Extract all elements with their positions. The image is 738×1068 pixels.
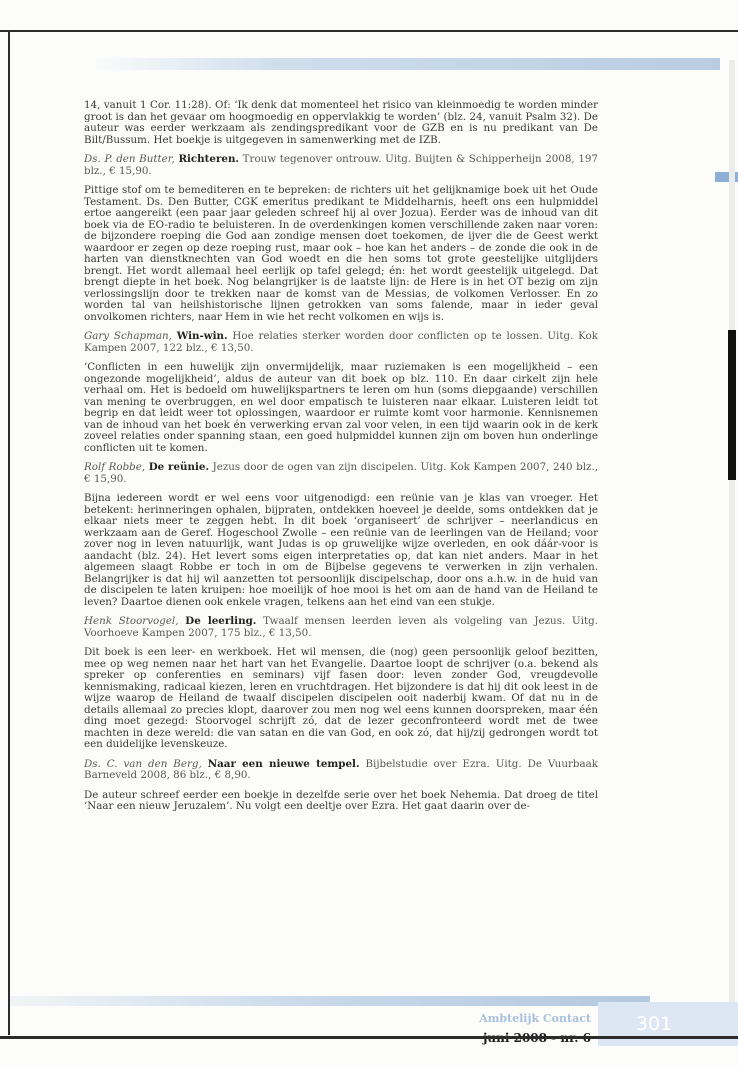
scan-edge-dark <box>728 330 736 480</box>
top-border <box>0 30 738 32</box>
paragraph-body: Pittige stof om te bemediteren en te bepreken: de richters uit het gelijknamige boek uit het Oude Testament. Ds. Den Butter, CGK emeritus predikant te Middelharnis, heeft ons een hulpmiddel ertoe aangereikt (een paar jaar geleden schreef hij al over Jozua). Eerder was de inhoud van dit boek via de EO-radio te beluisteren. In de overdenkingen komen verschillende zaken naar voren: de bijzondere roeping die God aan zondige mensen doet toekomen, de ijver die de Geest werkt waardoor er zegen op deze roeping rust, maar ook – hoe kan het anders – de zonde die ook in de harten van dienstknechten van God woedt en die hen soms tot grote geestelijke uitglijders brengt. Het wordt allemaal heel eerlijk op tafel gelegd; én: het wordt geestelijk uitgelegd. Dat brengt diepte in het boek. Nog belangrijker is de laatste lijn: de Here is in het OT bezig om zijn verlossingslijn door te trekken naar de komst van de Messias, de volkomen Verlosser. En zo worden tal van heilshistorische lijnen getrokken van soms falende, maar in ieder geval onvolkomen richters, naar Hem in wie het recht volkomen en wijs is. <box>84 184 598 323</box>
article-body <box>84 100 598 821</box>
paragraph-body: Dit boek is een leer- en werkboek. Het wil mensen, die (nog) geen persoonlijk geloof bezitten, mee op weg nemen naar het hart van het Evangelie. Daartoe loopt de schrijver (o.a. bekend als spreker op conferenties en seminars) vijf fasen door: leven zonder God, vreugdevolle kennismaking, radicaal kiezen, leren en vruchtdragen. Het bijzondere is dat hij dit ook leest in de wijze waarop de Heiland de twaalf discipelen discipelen ooit naderbij kwam. Of dat nu in de details allemaal zo precies klopt, daarover zou men nog wel eens kunnen doorspreken, maar één ding moet gezegd: Stoorvogel schrijft zó, dat de lezer geconfronteerd wordt met de twee machten in deze wereld: die van satan en die van God, en ook zó, dat hij/zij gedrongen wordt tot een duidelijke levenskeuze. <box>84 646 598 750</box>
book-reference <box>84 331 598 354</box>
book-details: Jezus door de ogen van zijn discipelen. Uitg. Kok Kampen 2007, 240 blz., € 15,90. <box>84 461 599 485</box>
book-details: Bijbelstudie over Ezra. Uitg. De Vuurbaak Barneveld 2008, 86 blz., € 8,90. <box>84 757 598 781</box>
book-details: Hoe relaties sterker worden door conflicten op te lossen. Uitg. Kok Kampen 2007, 122 blz., € 13,50. <box>84 330 598 354</box>
book-title: Richteren. <box>178 153 240 165</box>
paragraph-body: Bijna iedereen wordt er wel eens voor uitgenodigd: een reünie van je klas van vroeger. Het betekent: herinneringen ophalen, bijpraten, ontdekken hoeveel je deelde, soms ontdekken dat je elkaar niets meer te zeggen hebt. In dit boek ‘organiseert’ de schrijver – neerlandicus en werkzaam aan de Geref. Hogeschool Zwolle – een reünie van de leerlingen van de Heiland; voor zover nog in leven natuurlijk, want Judas is op gruwelijke wijze overleden, en ook dáár-voor is aandacht (blz. 24). Het levert soms eigen interpretaties op, dat kan niet anders. Maar in het algemeen slaagt Robbe er toch in om de Bijbelse gegevens te verwerken in zijn verhalen. Belangrijker is dat hij wil aanzetten tot persoonlijk discipelschap, door ons a.h.w. in de huid van de discipelen te laten kruipen: hoe moeilijk of hoe mooi is het om aan de hand van de Heiland te leven? Daartoe dienen ook enkele vragen, telkens aan het eind van een stukje. <box>84 492 598 608</box>
book-author: Ds. P. den Butter, <box>84 153 175 165</box>
book-author: Ds. C. van den Berg, <box>84 757 202 770</box>
paragraph-body: ‘Conflicten in een huwelijk zijn onvermijdelijk, maar ruziemaken is een mogelijkheid – een ongezonde mogelijkheid’, aldus de auteur van dit boek op blz. 110. En daar cirkelt zijn hele verhaal om. Het is bedoeld om huwelijkspartners te leren om hun (soms diepgaande) verschillen van mening te overbruggen, en wel door empatisch te luisteren naar elkaar. Luisteren leidt tot begrip en dat leidt weer tot oplossingen, waardoor er ruimte komt voor harmonie. Kennisnemen van de inhoud van het boek én verwerking ervan zal voor velen, in een tijd waarin ook in de kerk zoveel relaties onder spanning staan, een goed hulpmiddel kunnen zijn om boven hun onderlinge conflicten uit te komen. <box>84 361 598 454</box>
book-reference <box>84 616 598 639</box>
magazine-name: Ambtelijk Contact <box>479 1012 591 1025</box>
book-author: Henk Stoorvogel, <box>84 615 179 627</box>
book-title: De leerling. <box>185 615 257 627</box>
page-number: 301 <box>635 1013 673 1035</box>
book-reference <box>84 154 598 177</box>
header-band <box>90 58 720 70</box>
book-title: De reünie. <box>148 461 210 473</box>
paragraph-body: De auteur schreef eerder een boekje in dezelfde serie over het boek Nehemia. Dat droeg de titel ‘Naar een nieuw Jeruzalem’. Nu volgt een deeltje over Ezra. Het gaat daarin over de- <box>84 788 598 812</box>
book-title: Win-win. <box>176 330 228 342</box>
left-border <box>8 30 10 1035</box>
book-reference <box>84 462 598 485</box>
book-title: Naar een nieuwe tempel. <box>207 757 360 770</box>
footer-band <box>10 996 650 1006</box>
bottom-border <box>0 1036 738 1039</box>
book-reference <box>84 759 598 782</box>
paragraph-body: 14, vanuit 1 Cor. 11:28). Of: ‘Ik denk dat momenteel het risico van kleinmoedig te worden minder groot is dan het gevaar om hoogmoedig en oppervlakkig te worden’ (blz. 24, vanuit Psalm 32). De auteur was eerder werkzaam als zendingspredikant voor de GZB en is nu predikant van De Bilt/Bussum. Het boekje is uitgegeven in samenwerking met de IZB. <box>84 99 598 146</box>
book-author: Gary Schapman, <box>84 330 172 342</box>
scan-edge <box>729 60 735 1020</box>
book-author: Rolf Robbe, <box>84 461 146 473</box>
book-details: Twaalf mensen leerden leven als volgeling van Jezus. Uitg. Voorhoeve Kampen 2007, 175 blz., € 13,50. <box>84 615 598 639</box>
book-details: Trouw tegenover ontrouw. Uitg. Buijten & Schipperheijn 2008, 197 blz., € 15,90. <box>84 153 598 177</box>
